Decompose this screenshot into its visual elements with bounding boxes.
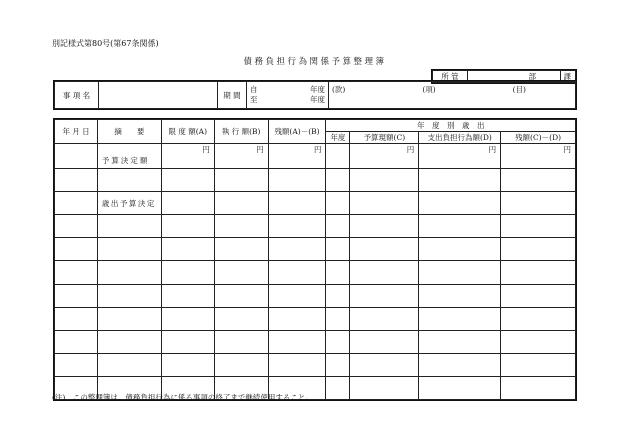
budget-cell[interactable] <box>350 330 419 353</box>
date-cell[interactable] <box>55 284 98 307</box>
summary-cell[interactable] <box>97 261 161 284</box>
kan-label: (款) <box>332 85 346 94</box>
col-remaining2: 残額(C)－(D) <box>501 132 576 144</box>
table-row <box>55 238 576 261</box>
summary-cell[interactable] <box>97 353 161 376</box>
yen-unit: 円 <box>406 145 415 154</box>
remaining2-cell[interactable] <box>501 353 576 376</box>
limit-cell[interactable] <box>161 238 214 261</box>
remaining-cell[interactable] <box>268 144 326 169</box>
fiscal-year-cell[interactable] <box>326 192 350 215</box>
limit-cell[interactable] <box>161 192 214 215</box>
section-label: 課 <box>563 72 571 81</box>
yen-unit: 円 <box>202 145 210 154</box>
budget-decided-label: 予算決定額 <box>101 156 150 166</box>
limit-cell[interactable] <box>161 307 214 330</box>
debt-act-cell[interactable] <box>419 330 501 353</box>
remaining-cell[interactable] <box>268 215 326 238</box>
fiscal-year-cell[interactable] <box>326 238 350 261</box>
remaining2-cell[interactable] <box>501 261 576 284</box>
kou-label: (項) <box>422 85 436 94</box>
table-row <box>55 144 576 169</box>
period-field[interactable] <box>247 82 329 109</box>
executed-cell[interactable] <box>214 307 268 330</box>
date-cell[interactable] <box>55 192 98 215</box>
footnote: (注) この整理簿は、債務負担行為に係る事項の終了まで継続使用すること。 <box>52 393 313 402</box>
debt-act-cell[interactable] <box>419 192 501 215</box>
date-cell[interactable] <box>55 330 98 353</box>
header-table <box>54 81 576 109</box>
col-debt-act: 支出負担行為額(D) <box>419 132 501 144</box>
remaining2-cell[interactable] <box>501 192 576 215</box>
fiscal-year-cell[interactable] <box>326 284 350 307</box>
remaining-cell[interactable] <box>268 238 326 261</box>
period-label: 期 間 <box>218 82 247 109</box>
expenditure-decided-label: 歳出予算決定 <box>101 198 156 208</box>
summary-cell[interactable] <box>97 192 161 215</box>
col-fiscal-year: 年度 <box>326 132 350 144</box>
budget-cell[interactable] <box>350 376 419 399</box>
executed-cell[interactable] <box>214 284 268 307</box>
page-title: 債務負担行為関係予算整理簿 <box>243 57 387 67</box>
date-cell[interactable] <box>55 261 98 284</box>
col-annual-group: 年 度 別 歳 出 <box>326 120 576 132</box>
date-cell[interactable] <box>55 238 98 261</box>
col-executed: 執 行 額(B) <box>214 120 268 144</box>
col-budget: 予算現額(C) <box>350 132 419 144</box>
debt-act-cell[interactable] <box>419 144 501 169</box>
fiscal-year-cell[interactable] <box>326 376 350 399</box>
table-row <box>55 330 576 353</box>
executed-cell[interactable] <box>214 238 268 261</box>
remaining-cell[interactable] <box>268 169 326 192</box>
executed-cell[interactable] <box>214 169 268 192</box>
table-row <box>55 215 576 238</box>
table-row <box>55 261 576 284</box>
debt-act-cell[interactable] <box>419 169 501 192</box>
remaining2-cell[interactable] <box>501 169 576 192</box>
fiscal-year-cell[interactable] <box>326 215 350 238</box>
remaining-cell[interactable] <box>268 330 326 353</box>
fiscal-year-cell[interactable] <box>326 144 350 169</box>
limit-cell[interactable] <box>161 353 214 376</box>
period-year-to: 年度 <box>310 95 325 104</box>
summary-cell[interactable] <box>97 144 161 169</box>
remaining2-cell[interactable] <box>501 215 576 238</box>
budget-cell[interactable] <box>350 307 419 330</box>
remaining2-cell[interactable] <box>501 284 576 307</box>
limit-cell[interactable] <box>161 169 214 192</box>
limit-cell[interactable] <box>161 330 214 353</box>
item-name-field[interactable] <box>99 82 218 109</box>
budget-cell[interactable] <box>350 353 419 376</box>
executed-cell[interactable] <box>214 330 268 353</box>
fiscal-year-cell[interactable] <box>326 330 350 353</box>
remaining2-cell[interactable] <box>501 144 576 169</box>
remaining-cell[interactable] <box>268 192 326 215</box>
yen-unit: 円 <box>256 145 264 154</box>
period-year-from: 年度 <box>310 85 325 94</box>
budget-cell[interactable] <box>350 238 419 261</box>
budget-class-field[interactable] <box>329 82 576 109</box>
table-row <box>55 169 576 192</box>
remaining-cell[interactable] <box>268 284 326 307</box>
table-row <box>55 284 576 307</box>
date-cell[interactable] <box>55 169 98 192</box>
remaining2-cell[interactable] <box>501 307 576 330</box>
limit-cell[interactable] <box>161 261 214 284</box>
summary-cell[interactable] <box>97 169 161 192</box>
item-name-label: 事 項 名 <box>55 82 99 109</box>
moku-label: (目) <box>512 85 526 94</box>
budget-cell[interactable] <box>350 192 419 215</box>
debt-act-cell[interactable] <box>419 307 501 330</box>
remaining2-cell[interactable] <box>501 376 576 399</box>
executed-cell[interactable] <box>214 353 268 376</box>
fiscal-year-cell[interactable] <box>326 307 350 330</box>
date-cell[interactable] <box>55 353 98 376</box>
budget-cell[interactable] <box>350 169 419 192</box>
yen-unit: 円 <box>488 145 497 154</box>
col-date: 年 月 日 <box>55 120 98 144</box>
summary-cell[interactable] <box>97 215 161 238</box>
fiscal-year-cell[interactable] <box>326 261 350 284</box>
debt-act-cell[interactable] <box>419 376 501 399</box>
fiscal-year-cell[interactable] <box>326 353 350 376</box>
col-summary: 摘 要 <box>97 120 161 144</box>
summary-cell[interactable] <box>97 330 161 353</box>
period-to: 至 <box>250 95 258 104</box>
budget-cell[interactable] <box>350 284 419 307</box>
fiscal-year-cell[interactable] <box>326 169 350 192</box>
summary-cell[interactable] <box>97 307 161 330</box>
debt-act-cell[interactable] <box>419 284 501 307</box>
yen-unit: 円 <box>563 145 571 154</box>
yen-unit: 円 <box>313 145 322 154</box>
date-cell[interactable] <box>55 215 98 238</box>
summary-cell[interactable] <box>97 284 161 307</box>
budget-cell[interactable] <box>350 261 419 284</box>
debt-act-cell[interactable] <box>419 215 501 238</box>
executed-cell[interactable] <box>214 144 268 169</box>
table-row <box>55 192 576 215</box>
table-row <box>55 353 576 376</box>
col-remaining: 残額(A)－(B) <box>268 120 326 144</box>
budget-cell[interactable] <box>350 215 419 238</box>
dept-label: 所 管 <box>433 71 468 83</box>
summary-cell[interactable] <box>97 238 161 261</box>
limit-cell[interactable] <box>161 215 214 238</box>
limit-cell[interactable] <box>161 284 214 307</box>
limit-cell[interactable] <box>161 144 214 169</box>
remaining-cell[interactable] <box>268 353 326 376</box>
remaining2-cell[interactable] <box>501 238 576 261</box>
debt-act-cell[interactable] <box>419 353 501 376</box>
col-limit: 限 度 額(A) <box>161 120 214 144</box>
form-number: 別記様式第80号(第67条関係) <box>52 39 159 48</box>
ledger-table <box>54 119 576 400</box>
date-cell[interactable] <box>55 307 98 330</box>
remaining2-cell[interactable] <box>501 330 576 353</box>
budget-cell[interactable] <box>350 144 419 169</box>
period-from: 自 <box>250 85 258 94</box>
remaining-cell[interactable] <box>268 307 326 330</box>
remaining-cell[interactable] <box>268 261 326 284</box>
executed-cell[interactable] <box>214 215 268 238</box>
date-cell[interactable] <box>55 144 98 169</box>
bureau-label: 部 <box>528 72 536 81</box>
debt-act-cell[interactable] <box>419 238 501 261</box>
table-row <box>55 307 576 330</box>
executed-cell[interactable] <box>214 192 268 215</box>
executed-cell[interactable] <box>214 261 268 284</box>
debt-act-cell[interactable] <box>419 261 501 284</box>
